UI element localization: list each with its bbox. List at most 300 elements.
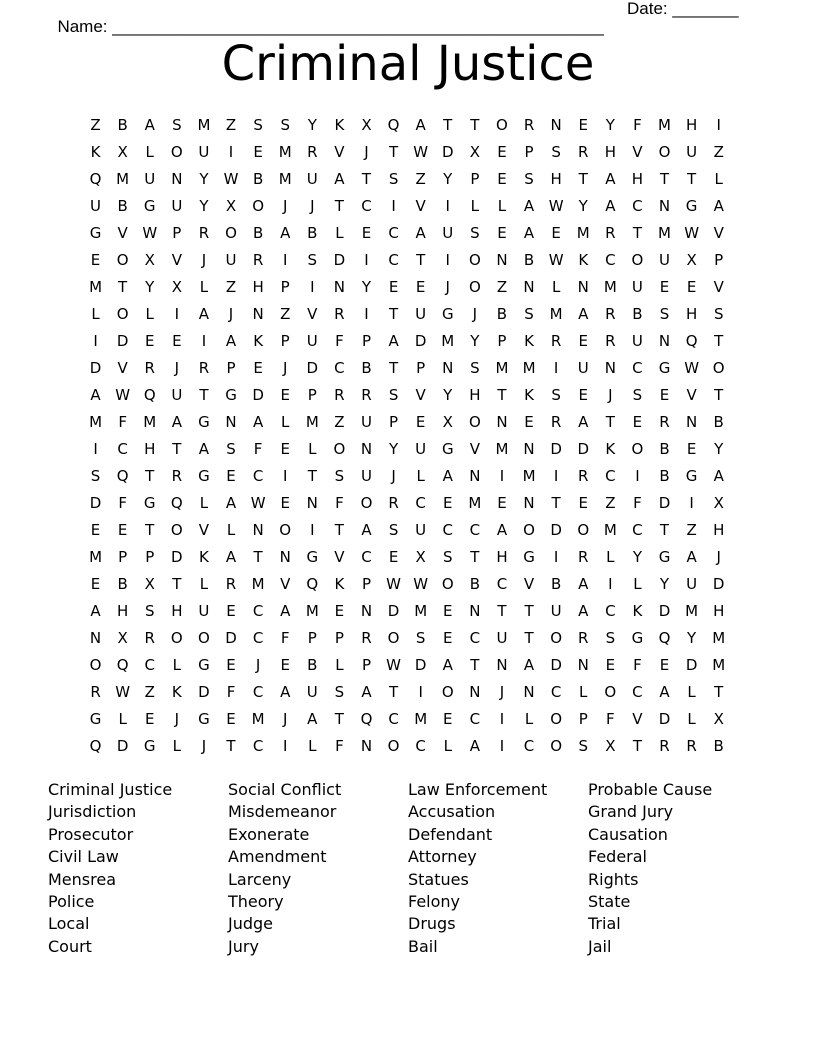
grid-letter[interactable]: E [280, 440, 290, 458]
grid-letter[interactable]: O [712, 359, 725, 377]
grid-letter[interactable]: G [89, 710, 102, 728]
grid-letter[interactable]: R [550, 413, 562, 431]
grid-letter[interactable]: U [659, 251, 670, 269]
grid-letter[interactable]: Y [443, 386, 453, 404]
grid-letter[interactable]: A [225, 494, 237, 512]
grid-letter[interactable]: U [144, 170, 156, 188]
grid-letter[interactable]: W [115, 683, 131, 701]
grid-letter[interactable]: A [442, 467, 453, 485]
grid-letter[interactable]: A [496, 521, 508, 539]
grid-letter[interactable]: T [226, 737, 236, 755]
grid-letter[interactable]: Z [334, 413, 345, 431]
grid-letter[interactable]: N [604, 359, 616, 377]
grid-letter[interactable]: O [468, 251, 481, 269]
grid-letter[interactable]: T [470, 116, 480, 134]
grid-letter[interactable]: G [685, 197, 698, 215]
grid-letter[interactable]: E [90, 575, 101, 593]
grid-letter[interactable]: U [415, 521, 427, 539]
grid-letter[interactable]: C [117, 440, 128, 458]
grid-letter[interactable]: T [714, 386, 724, 404]
grid-letter[interactable]: Y [470, 332, 480, 350]
grid-letter[interactable]: M [522, 467, 536, 485]
grid-letter[interactable]: N [89, 629, 102, 647]
grid-letter[interactable]: A [469, 737, 480, 755]
grid-letter[interactable]: B [361, 359, 372, 377]
grid-letter[interactable]: J [499, 683, 505, 701]
grid-letter[interactable]: O [604, 683, 617, 701]
grid-letter[interactable]: L [687, 710, 696, 728]
grid-letter[interactable]: D [414, 656, 427, 674]
grid-letter[interactable]: W [386, 575, 401, 593]
grid-letter[interactable]: E [686, 278, 697, 296]
grid-letter[interactable]: X [442, 413, 453, 431]
grid-letter[interactable]: L [497, 197, 507, 215]
grid-letter[interactable]: U [442, 224, 454, 242]
grid-letter[interactable]: T [659, 170, 670, 188]
grid-letter[interactable]: E [172, 332, 182, 350]
grid-letter[interactable]: R [523, 116, 535, 134]
grid-letter[interactable]: E [415, 413, 426, 431]
grid-letter[interactable]: L [606, 548, 615, 566]
grid-letter[interactable]: E [443, 494, 453, 512]
grid-letter[interactable]: O [116, 305, 129, 323]
grid-letter[interactable]: H [469, 386, 481, 404]
grid-letter[interactable]: S [578, 737, 588, 755]
grid-letter[interactable]: G [631, 629, 644, 647]
grid-letter[interactable]: R [252, 251, 264, 269]
grid-letter[interactable]: D [658, 494, 671, 512]
grid-letter[interactable]: Q [685, 332, 698, 350]
grid-letter[interactable]: B [659, 440, 670, 458]
grid-letter[interactable]: Y [307, 116, 317, 134]
grid-letter[interactable]: I [608, 575, 613, 593]
grid-letter[interactable]: R [578, 629, 589, 647]
grid-letter[interactable]: N [360, 737, 373, 755]
grid-letter[interactable]: N [171, 170, 183, 188]
grid-letter[interactable]: B [252, 170, 264, 188]
grid-letter[interactable]: A [280, 224, 291, 242]
grid-letter[interactable]: E [578, 332, 588, 350]
grid-letter[interactable]: C [469, 629, 481, 647]
grid-letter[interactable]: V [307, 305, 318, 323]
grid-letter[interactable]: B [632, 305, 643, 323]
grid-letter[interactable]: B [307, 224, 318, 242]
grid-letter[interactable]: A [361, 521, 372, 539]
grid-letter[interactable]: W [548, 251, 564, 269]
grid-letter[interactable]: Z [225, 278, 237, 296]
grid-letter[interactable]: P [361, 332, 371, 350]
grid-letter[interactable]: T [388, 359, 399, 377]
grid-letter[interactable]: C [496, 575, 508, 593]
grid-letter[interactable]: V [713, 224, 724, 242]
grid-letter[interactable]: O [225, 224, 237, 242]
grid-letter[interactable]: A [198, 305, 210, 323]
grid-letter[interactable]: O [441, 683, 454, 701]
grid-letter[interactable]: F [118, 494, 127, 512]
grid-letter[interactable]: N [279, 548, 291, 566]
grid-letter[interactable]: G [685, 467, 698, 485]
grid-letter[interactable]: I [201, 332, 207, 350]
grid-letter[interactable]: A [280, 602, 291, 620]
grid-letter[interactable]: S [524, 305, 534, 323]
grid-letter[interactable]: M [305, 602, 319, 620]
grid-letter[interactable]: E [659, 656, 670, 674]
grid-letter[interactable]: B [117, 116, 128, 134]
grid-letter[interactable]: H [713, 521, 725, 539]
grid-letter[interactable]: X [171, 278, 182, 296]
grid-letter[interactable]: A [605, 170, 616, 188]
grid-letter[interactable]: P [714, 251, 724, 269]
grid-letter[interactable]: A [578, 575, 589, 593]
grid-letter[interactable]: R [605, 332, 616, 350]
grid-letter[interactable]: E [334, 602, 345, 620]
grid-letter[interactable]: H [171, 602, 183, 620]
grid-letter[interactable]: T [145, 521, 155, 539]
grid-letter[interactable]: L [172, 737, 181, 755]
grid-letter[interactable]: R [605, 305, 616, 323]
grid-letter[interactable]: U [686, 143, 698, 161]
grid-letter[interactable]: A [659, 683, 670, 701]
grid-letter[interactable]: N [360, 440, 373, 458]
grid-letter[interactable]: G [523, 548, 535, 566]
grid-letter[interactable]: N [523, 278, 535, 296]
grid-letter[interactable]: I [93, 332, 98, 350]
grid-letter[interactable]: L [579, 683, 588, 701]
grid-letter[interactable]: R [578, 467, 589, 485]
grid-letter[interactable]: F [335, 494, 344, 512]
grid-letter[interactable]: R [198, 359, 210, 377]
grid-letter[interactable]: T [497, 386, 507, 404]
grid-letter[interactable]: R [578, 143, 589, 161]
grid-letter[interactable]: D [712, 575, 725, 593]
grid-letter[interactable]: Z [686, 521, 697, 539]
grid-letter[interactable]: H [144, 440, 156, 458]
grid-letter[interactable]: J [472, 305, 478, 323]
grid-letter[interactable]: T [578, 170, 588, 188]
grid-letter[interactable]: G [143, 197, 156, 215]
grid-letter[interactable]: Q [387, 116, 400, 134]
grid-letter[interactable]: E [578, 386, 588, 404]
grid-letter[interactable]: A [523, 656, 535, 674]
grid-letter[interactable]: V [117, 224, 128, 242]
grid-letter[interactable]: A [605, 197, 616, 215]
grid-letter[interactable]: D [550, 521, 562, 539]
grid-letter[interactable]: P [307, 629, 317, 647]
grid-letter[interactable]: E [415, 278, 426, 296]
grid-letter[interactable]: Z [713, 143, 724, 161]
grid-letter[interactable]: S [605, 629, 616, 647]
grid-letter[interactable]: X [415, 548, 426, 566]
grid-letter[interactable]: L [226, 521, 236, 539]
grid-letter[interactable]: H [685, 116, 698, 134]
grid-letter[interactable]: Y [388, 440, 399, 458]
grid-letter[interactable]: D [252, 386, 264, 404]
grid-letter[interactable]: M [278, 170, 292, 188]
grid-letter[interactable]: T [714, 683, 724, 701]
grid-letter[interactable]: W [684, 359, 700, 377]
grid-letter[interactable]: I [282, 251, 288, 269]
grid-letter[interactable]: M [549, 305, 563, 323]
grid-letter[interactable]: T [632, 224, 642, 242]
grid-letter[interactable]: C [469, 710, 481, 728]
grid-letter[interactable]: V [171, 251, 182, 269]
grid-letter[interactable]: F [253, 440, 263, 458]
grid-letter[interactable]: G [89, 224, 102, 242]
grid-letter[interactable]: C [388, 251, 399, 269]
grid-letter[interactable]: I [282, 737, 288, 755]
grid-letter[interactable]: I [364, 251, 369, 269]
grid-letter[interactable]: C [361, 197, 372, 215]
grid-letter[interactable]: U [198, 602, 210, 620]
grid-letter[interactable]: D [198, 683, 210, 701]
grid-letter[interactable]: R [225, 575, 237, 593]
grid-letter[interactable]: R [144, 629, 155, 647]
grid-letter[interactable]: Z [225, 116, 237, 134]
grid-letter[interactable]: N [333, 278, 345, 296]
grid-letter[interactable]: O [170, 143, 183, 161]
grid-letter[interactable]: T [334, 710, 344, 728]
grid-letter[interactable]: C [442, 521, 453, 539]
grid-letter[interactable]: D [658, 602, 671, 620]
grid-letter[interactable]: U [90, 197, 102, 215]
grid-letter[interactable]: S [713, 305, 724, 323]
grid-letter[interactable]: X [469, 143, 480, 161]
grid-letter[interactable]: D [306, 359, 319, 377]
grid-letter[interactable]: M [414, 602, 428, 620]
grid-letter[interactable]: I [174, 305, 180, 323]
grid-letter[interactable]: I [553, 548, 559, 566]
grid-letter[interactable]: M [658, 224, 671, 242]
grid-letter[interactable]: F [226, 683, 236, 701]
grid-letter[interactable]: R [659, 737, 670, 755]
grid-letter[interactable]: E [659, 278, 670, 296]
grid-letter[interactable]: X [361, 116, 372, 134]
grid-letter[interactable]: C [605, 467, 616, 485]
grid-letter[interactable]: A [334, 170, 345, 188]
grid-letter[interactable]: N [496, 413, 508, 431]
grid-letter[interactable]: O [550, 710, 563, 728]
grid-letter[interactable]: T [524, 602, 534, 620]
grid-letter[interactable]: U [360, 413, 372, 431]
grid-letter[interactable]: C [252, 467, 264, 485]
grid-letter[interactable]: N [469, 467, 481, 485]
grid-letter[interactable]: P [145, 548, 155, 566]
grid-letter[interactable]: O [170, 629, 183, 647]
grid-letter[interactable]: T [443, 116, 453, 134]
grid-letter[interactable]: H [117, 602, 129, 620]
grid-letter[interactable]: I [553, 467, 559, 485]
grid-letter[interactable]: T [470, 548, 480, 566]
grid-letter[interactable]: N [550, 116, 562, 134]
grid-letter[interactable]: G [198, 656, 210, 674]
grid-letter[interactable]: D [550, 440, 562, 458]
grid-letter[interactable]: J [364, 143, 369, 161]
grid-letter[interactable]: R [361, 386, 372, 404]
grid-letter[interactable]: T [388, 683, 399, 701]
grid-letter[interactable]: S [334, 683, 345, 701]
grid-letter[interactable]: M [414, 710, 428, 728]
grid-letter[interactable]: E [90, 251, 101, 269]
grid-letter[interactable]: S [470, 359, 480, 377]
grid-letter[interactable]: Y [443, 170, 453, 188]
grid-letter[interactable]: K [90, 143, 101, 161]
grid-letter[interactable]: I [310, 278, 315, 296]
grid-letter[interactable]: L [308, 737, 317, 755]
grid-letter[interactable]: X [144, 575, 155, 593]
grid-letter[interactable]: F [606, 710, 615, 728]
grid-letter[interactable]: Q [170, 494, 183, 512]
grid-letter[interactable]: O [468, 413, 481, 431]
grid-letter[interactable]: L [199, 278, 209, 296]
grid-letter[interactable]: O [441, 575, 454, 593]
grid-letter[interactable]: N [658, 197, 671, 215]
grid-letter[interactable]: Y [145, 278, 155, 296]
grid-letter[interactable]: A [388, 332, 399, 350]
grid-letter[interactable]: G [143, 494, 156, 512]
grid-letter[interactable]: C [632, 683, 643, 701]
grid-letter[interactable]: N [496, 656, 508, 674]
grid-letter[interactable]: N [442, 359, 454, 377]
grid-letter[interactable]: M [89, 413, 103, 431]
grid-letter[interactable]: F [633, 494, 642, 512]
grid-letter[interactable]: L [91, 305, 100, 323]
grid-letter[interactable]: D [441, 143, 454, 161]
grid-letter[interactable]: S [144, 602, 155, 620]
grid-letter[interactable]: M [197, 116, 211, 134]
grid-letter[interactable]: K [334, 116, 345, 134]
grid-letter[interactable]: R [90, 683, 101, 701]
grid-letter[interactable]: T [118, 278, 128, 296]
grid-letter[interactable]: E [443, 629, 453, 647]
grid-letter[interactable]: H [496, 548, 508, 566]
grid-letter[interactable]: J [201, 251, 207, 269]
grid-letter[interactable]: U [306, 683, 318, 701]
grid-letter[interactable]: V [713, 278, 724, 296]
grid-letter[interactable]: L [335, 224, 344, 242]
grid-letter[interactable]: E [226, 467, 236, 485]
grid-letter[interactable]: P [416, 359, 426, 377]
grid-letter[interactable]: Q [116, 467, 129, 485]
grid-letter[interactable]: P [361, 656, 371, 674]
grid-letter[interactable]: H [685, 305, 698, 323]
grid-letter[interactable]: Q [89, 737, 102, 755]
grid-letter[interactable]: B [117, 575, 128, 593]
grid-letter[interactable]: M [116, 170, 130, 188]
grid-letter[interactable]: W [142, 224, 158, 242]
grid-letter[interactable]: U [225, 251, 237, 269]
grid-letter[interactable]: J [174, 710, 180, 728]
grid-letter[interactable]: T [388, 143, 399, 161]
grid-letter[interactable]: P [524, 143, 534, 161]
grid-letter[interactable]: O [360, 494, 373, 512]
grid-letter[interactable]: K [524, 386, 534, 404]
grid-letter[interactable]: C [334, 359, 345, 377]
grid-letter[interactable]: A [225, 548, 237, 566]
grid-letter[interactable]: G [441, 440, 454, 458]
grid-letter[interactable]: I [499, 737, 505, 755]
grid-letter[interactable]: T [145, 467, 155, 485]
grid-letter[interactable]: P [334, 629, 344, 647]
grid-letter[interactable]: K [524, 332, 534, 350]
grid-letter[interactable]: U [198, 143, 210, 161]
grid-letter[interactable]: Z [415, 170, 426, 188]
grid-letter[interactable]: C [469, 521, 481, 539]
grid-letter[interactable]: R [361, 629, 372, 647]
grid-letter[interactable]: A [90, 602, 101, 620]
grid-letter[interactable]: E [253, 359, 263, 377]
grid-letter[interactable]: O [631, 440, 644, 458]
grid-letter[interactable]: T [470, 656, 480, 674]
grid-letter[interactable]: R [198, 224, 210, 242]
grid-letter[interactable]: Q [360, 710, 373, 728]
grid-letter[interactable]: M [278, 143, 292, 161]
grid-letter[interactable]: X [117, 629, 128, 647]
grid-letter[interactable]: A [578, 602, 589, 620]
grid-letter[interactable]: G [225, 386, 237, 404]
grid-letter[interactable]: E [686, 440, 697, 458]
grid-letter[interactable]: S [280, 116, 290, 134]
grid-letter[interactable]: T [551, 494, 561, 512]
grid-letter[interactable]: E [253, 143, 263, 161]
grid-letter[interactable]: M [468, 494, 482, 512]
grid-letter[interactable]: B [117, 197, 128, 215]
grid-letter[interactable]: U [550, 602, 562, 620]
grid-letter[interactable]: V [280, 575, 291, 593]
grid-letter[interactable]: Z [280, 305, 291, 323]
grid-letter[interactable]: I [445, 197, 450, 215]
grid-letter[interactable]: Q [89, 170, 102, 188]
grid-letter[interactable]: J [282, 197, 288, 215]
grid-letter[interactable]: C [605, 602, 616, 620]
grid-letter[interactable]: G [658, 359, 671, 377]
grid-letter[interactable]: F [633, 656, 642, 674]
grid-letter[interactable]: S [253, 116, 263, 134]
grid-letter[interactable]: M [685, 602, 699, 620]
grid-letter[interactable]: B [307, 656, 318, 674]
grid-letter[interactable]: D [89, 494, 102, 512]
grid-letter[interactable]: T [307, 467, 317, 485]
grid-letter[interactable]: O [387, 629, 400, 647]
grid-letter[interactable]: R [334, 386, 345, 404]
grid-letter[interactable]: T [687, 170, 697, 188]
grid-letter[interactable]: B [523, 251, 535, 269]
grid-letter[interactable]: O [387, 737, 400, 755]
grid-letter[interactable]: E [578, 494, 588, 512]
grid-letter[interactable]: A [442, 656, 453, 674]
grid-letter[interactable]: T [497, 602, 507, 620]
grid-letter[interactable]: S [659, 305, 670, 323]
grid-letter[interactable]: O [170, 521, 183, 539]
grid-letter[interactable]: D [89, 359, 102, 377]
grid-letter[interactable]: L [199, 575, 209, 593]
grid-letter[interactable]: A [307, 710, 318, 728]
grid-letter[interactable]: Y [714, 440, 724, 458]
grid-letter[interactable]: E [280, 494, 290, 512]
grid-letter[interactable]: Z [144, 683, 155, 701]
grid-letter[interactable]: L [687, 683, 696, 701]
grid-letter[interactable]: N [685, 413, 698, 431]
grid-letter[interactable]: C [252, 629, 264, 647]
grid-letter[interactable]: B [550, 575, 562, 593]
grid-letter[interactable]: D [333, 251, 346, 269]
grid-letter[interactable]: A [578, 305, 589, 323]
grid-letter[interactable]: K [199, 548, 209, 566]
grid-letter[interactable]: L [308, 440, 317, 458]
grid-letter[interactable]: I [228, 143, 234, 161]
grid-letter[interactable]: R [605, 224, 616, 242]
grid-letter[interactable]: B [252, 224, 264, 242]
grid-letter[interactable]: T [632, 737, 642, 755]
